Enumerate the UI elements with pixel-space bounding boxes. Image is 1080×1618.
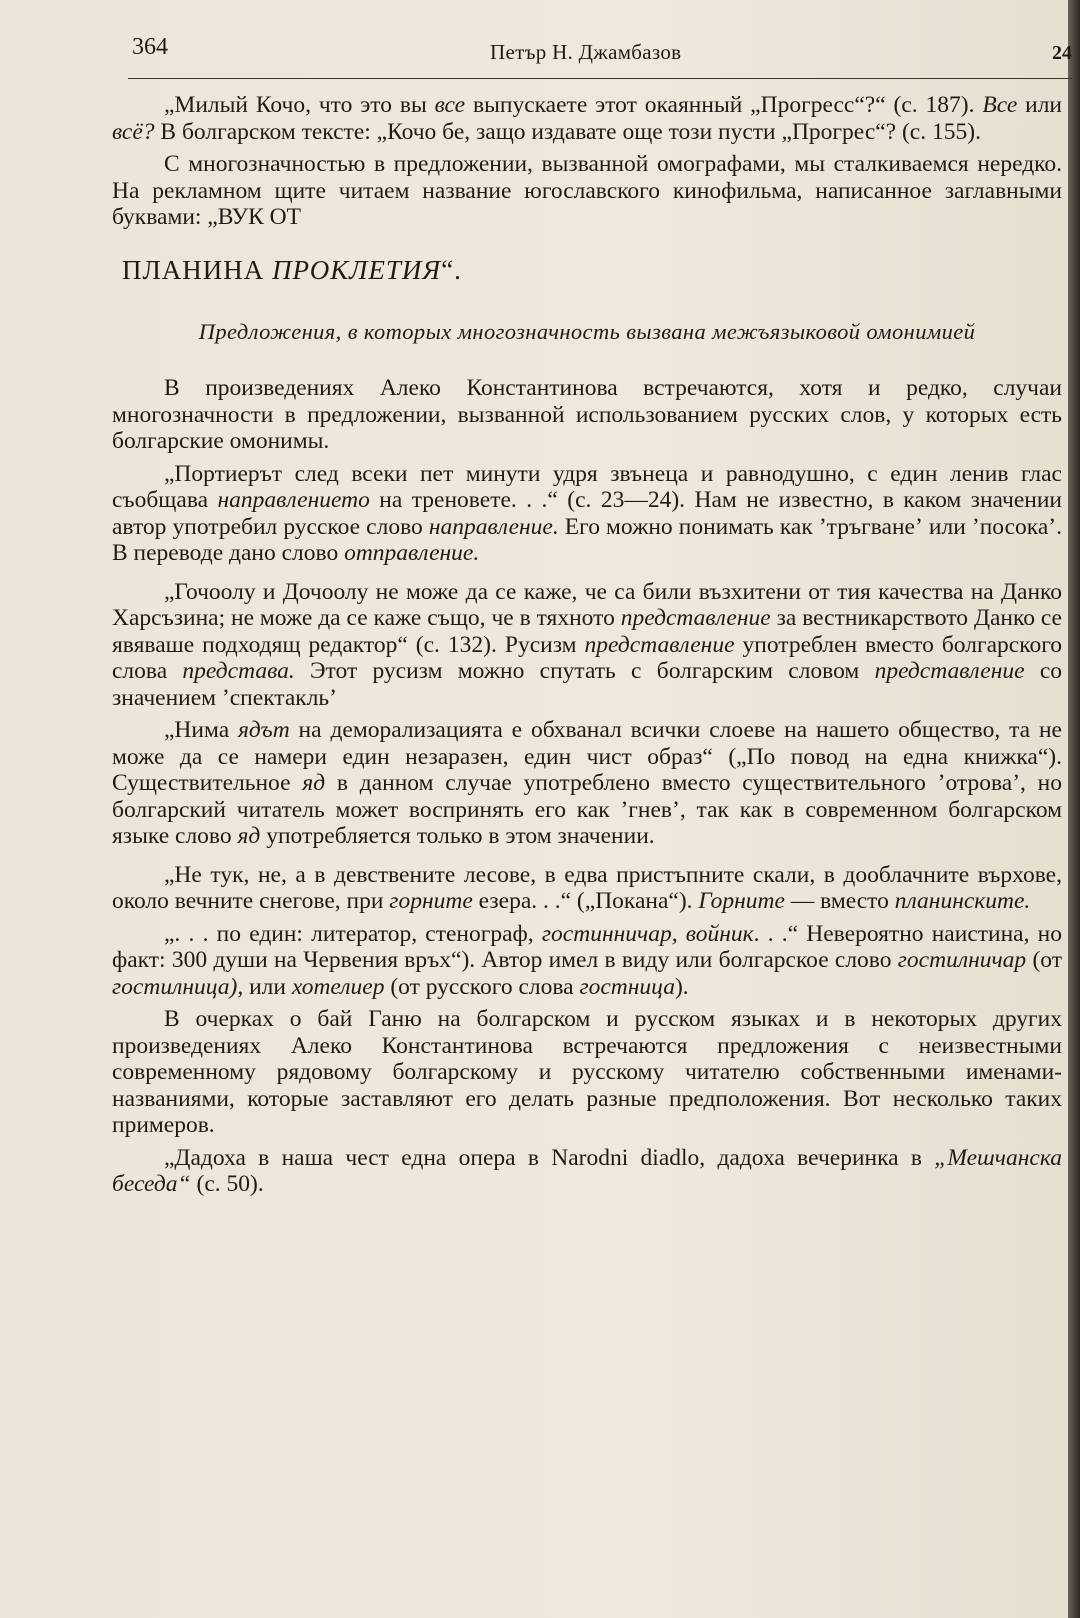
text-run: на треновете. . .“ (с. 23—24). Нам не известно, в каком значении автор употребил русское слово [112,487,1063,540]
paragraph [112,151,1062,231]
text-run: . . .“ Невероятно наистина, но факт: 300 души на Червения връх“). Автор имел в виду или болгарское слово [112,920,1063,973]
page-header [128,30,1072,80]
text-run: „Портиерът след всеки пет минути удря звънеца и равнодушно, с един ленив глас съобщава [112,460,1062,513]
text-run: со значением ʼспектакльʼ [112,658,1063,711]
text-run: употреблен вместо болгарского слова [112,631,1062,684]
text-run: В болгарском тексте: „Кочо бе, защо издавате още този пусти „Прогрес“? (с. 155). [154,118,981,145]
quote-paragraph [112,461,1062,567]
italic-term: гостилничар [897,947,1027,973]
italic-term: все [434,92,466,118]
text-run: ПЛАНИНА [122,254,273,285]
running-title: Петър Н. Джамбазов [490,40,682,64]
italic-term: ядът [238,717,290,743]
italic-term: Горните [698,888,785,914]
text-run: Предложения, в которых многозначность вызвана межъязыковой омонимией [198,319,976,344]
italic-term: гостница [579,973,675,1000]
text-run: „Не тук, не, а в девствените лесове, в едва пристъпните скали, в дооблачните върхове, около вечните снегове, при [112,861,1062,914]
text-run: С многозначностью в предложении, вызванной омографами, мы сталкиваемся нередко. На рекламном щите читаем название югославского кинофильма, написанное заглавными буквами: „ВУК ОТ [112,151,1062,230]
italic-term: горните [389,888,473,914]
text-run: употребляется только в этом значении. [260,823,655,849]
text-run: В очерках о бай Ганю на болгарском и русском языках и в некоторых других произведениях Алеко Константинова встречаются предложения с неизвестными современному рядовому болгарскому и русскому читателю собственными именами-названиями, которые заставляют его делать разные предположения. Вот несколько таких примеров. [112,1006,1062,1138]
text-run: в данном случае употреблено вместо существительного ʼотроваʼ, но болгарский читатель может воспринять его как ʼгневʼ, так как в современном болгарском языке слово [112,770,1063,849]
italic-term: „Мешчанска беседа“ [112,1144,1062,1197]
text-run: “. [441,254,462,285]
page-body [112,92,1062,1198]
italic-term: Все [982,92,1018,118]
paragraph [112,1006,1062,1139]
italic-term: всё? [112,118,155,145]
section-subheading [112,319,1062,345]
text-run: за вестникарството Данко се явяваше подходящ редактор“ (с. 132). Русизм [112,605,1062,658]
text-run: „Милый Кочо, что это вы [164,92,435,118]
italic-term: представление [584,631,735,658]
text-run: езера. . .“ („Покана“). [472,888,699,914]
italic-term: ПРОКЛЕТИЯ [272,254,442,285]
text-run: или [1017,92,1062,118]
facing-page-number: 24 [1052,42,1072,64]
text-run: Его можно понимать как ʼтръгванеʼ или ʼпосокаʼ. В переводе дано слово [112,513,1062,566]
quote-paragraph [112,1145,1062,1198]
text-run: Этот русизм можно спутать с болгарским словом [294,658,875,684]
italic-term: направлението [217,487,370,513]
text-run: на деморализацията е обхванал всички слоеве на нашето общество, та не може да се намери един незаразен, един чист образ“ („По повод на една книжка“). Существительное [112,717,1062,796]
paragraph [112,92,1062,145]
quote-paragraph [112,862,1062,915]
text-run: или [243,973,292,1000]
text-run: В произведениях Алеко Константинова встречаются, хотя и редко, случаи многозначности в предложении, вызванной использованием русских слов, у которых есть болгарские омонимы. [112,375,1062,454]
page-number: 364 [132,34,168,60]
header-rule [128,78,1072,79]
quote-paragraph [112,579,1062,712]
paragraph-continuation [112,254,1062,285]
italic-term: отправление. [344,540,480,566]
text-run: „Гочоолу и Дочоолу не може да се каже, че са били възхитени от тия качества на Данко Харсъзина; не може да се каже също, че в тяхното [112,578,1062,631]
quote-paragraph [112,717,1062,850]
italic-term: гостилница), [112,973,244,1000]
italic-term: представа. [182,658,295,684]
italic-term: гостинничар, войник [541,920,754,947]
italic-term: представление [874,658,1025,684]
italic-term: направление. [428,513,559,540]
italic-term: планинските. [894,888,1031,914]
paragraph [112,375,1062,455]
text-run: „. . . по един: литератор, стенограф, [164,920,542,947]
book-spine-edge [1068,0,1080,1618]
text-run: „Нима [164,717,238,743]
text-run: ). [674,973,689,1000]
text-run: „Дадоха в наша чест една опера в Narodni diadlo, дадоха вечеринка в [164,1144,935,1171]
italic-term: яд [302,770,326,796]
text-run: (от русского слова [384,973,580,1000]
text-run: (с. 50). [190,1171,264,1197]
text-run: выпускаете этот окаянный „Прогресс“?“ (с. 187). [465,92,983,118]
text-run: — вместо [784,888,895,914]
italic-term: представление [620,605,771,631]
text-run: (от [1026,947,1062,973]
italic-term: яд [237,823,261,849]
quote-paragraph [112,921,1062,1001]
italic-term: хотелиер [291,973,385,1000]
